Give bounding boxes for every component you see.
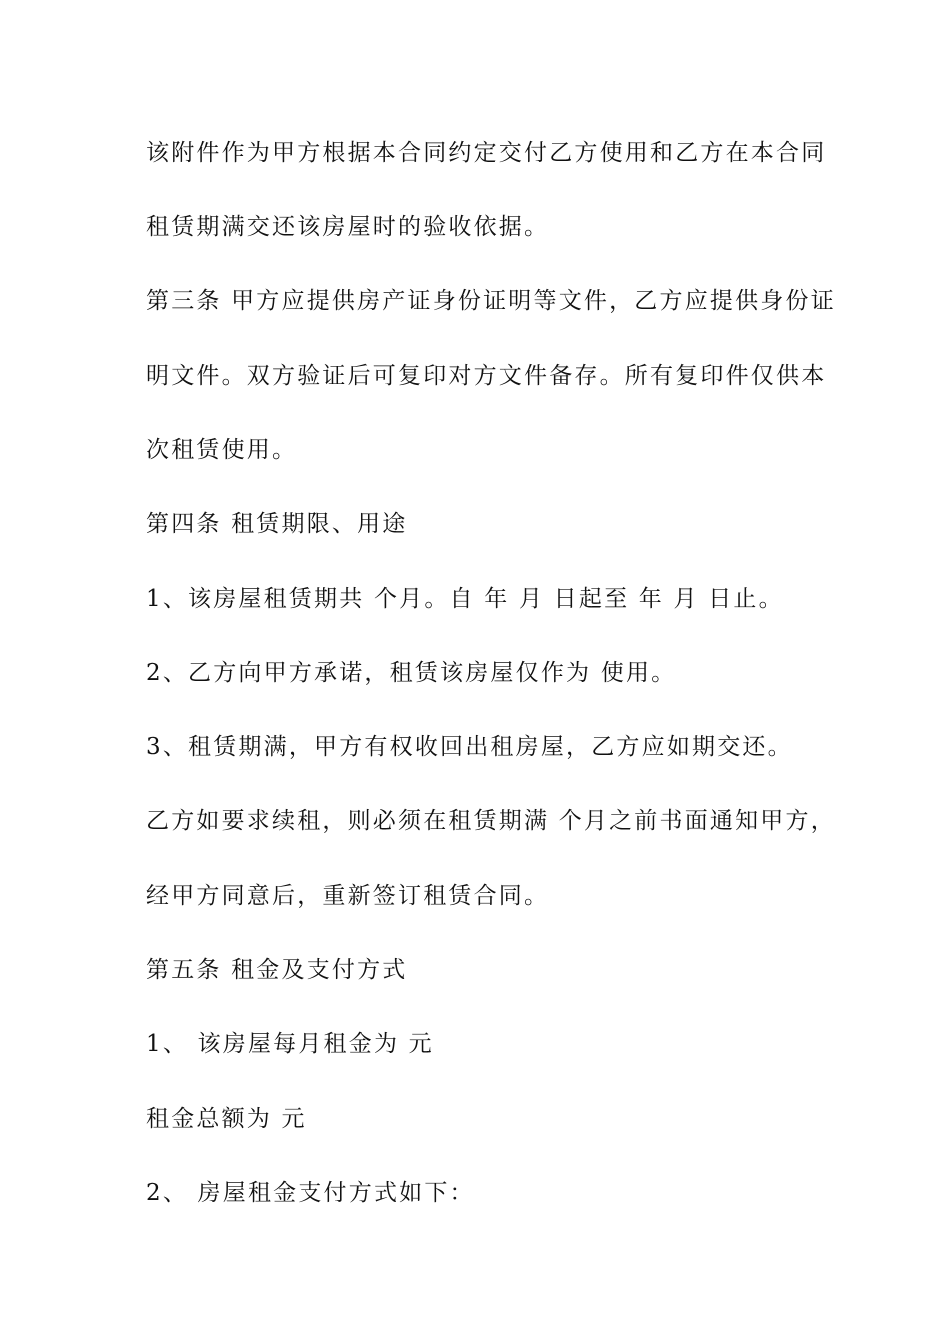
paragraph-line: 经甲方同意后，重新签订租赁合同。 (146, 883, 550, 909)
article-5-heading: 第五条 租金及支付方式 (146, 957, 408, 983)
paragraph-line: 该附件作为甲方根据本合同约定交付乙方使用和乙方在本合同 (146, 140, 827, 166)
paragraph-line: 租金总额为 元 (146, 1106, 307, 1132)
article-3-line: 第三条 甲方应提供房产证身份证明等文件，乙方应提供身份证 (146, 288, 836, 314)
paragraph-line: 次租赁使用。 (146, 437, 298, 463)
paragraph-line: 乙方如要求续租，则必须在租赁期满 个月之前书面通知甲方， (146, 808, 836, 834)
clause-5-2: 2、 房屋租金支付方式如下： (146, 1180, 475, 1206)
clause-5-1: 1、 该房屋每月租金为 元 (146, 1031, 434, 1057)
article-4-heading: 第四条 租赁期限、用途 (146, 511, 408, 537)
clause-4-2: 2、乙方向甲方承诺，租赁该房屋仅作为 使用。 (146, 660, 677, 686)
clause-4-1: 1、该房屋租赁期共 个月。自 年 月 日起至 年 月 日止。 (146, 586, 784, 612)
paragraph-line: 租赁期满交还该房屋时的验收依据。 (146, 214, 550, 240)
paragraph-line: 明文件。双方验证后可复印对方文件备存。所有复印件仅供本 (146, 363, 827, 389)
clause-4-3: 3、租赁期满，甲方有权收回出租房屋，乙方应如期交还。 (146, 734, 793, 760)
